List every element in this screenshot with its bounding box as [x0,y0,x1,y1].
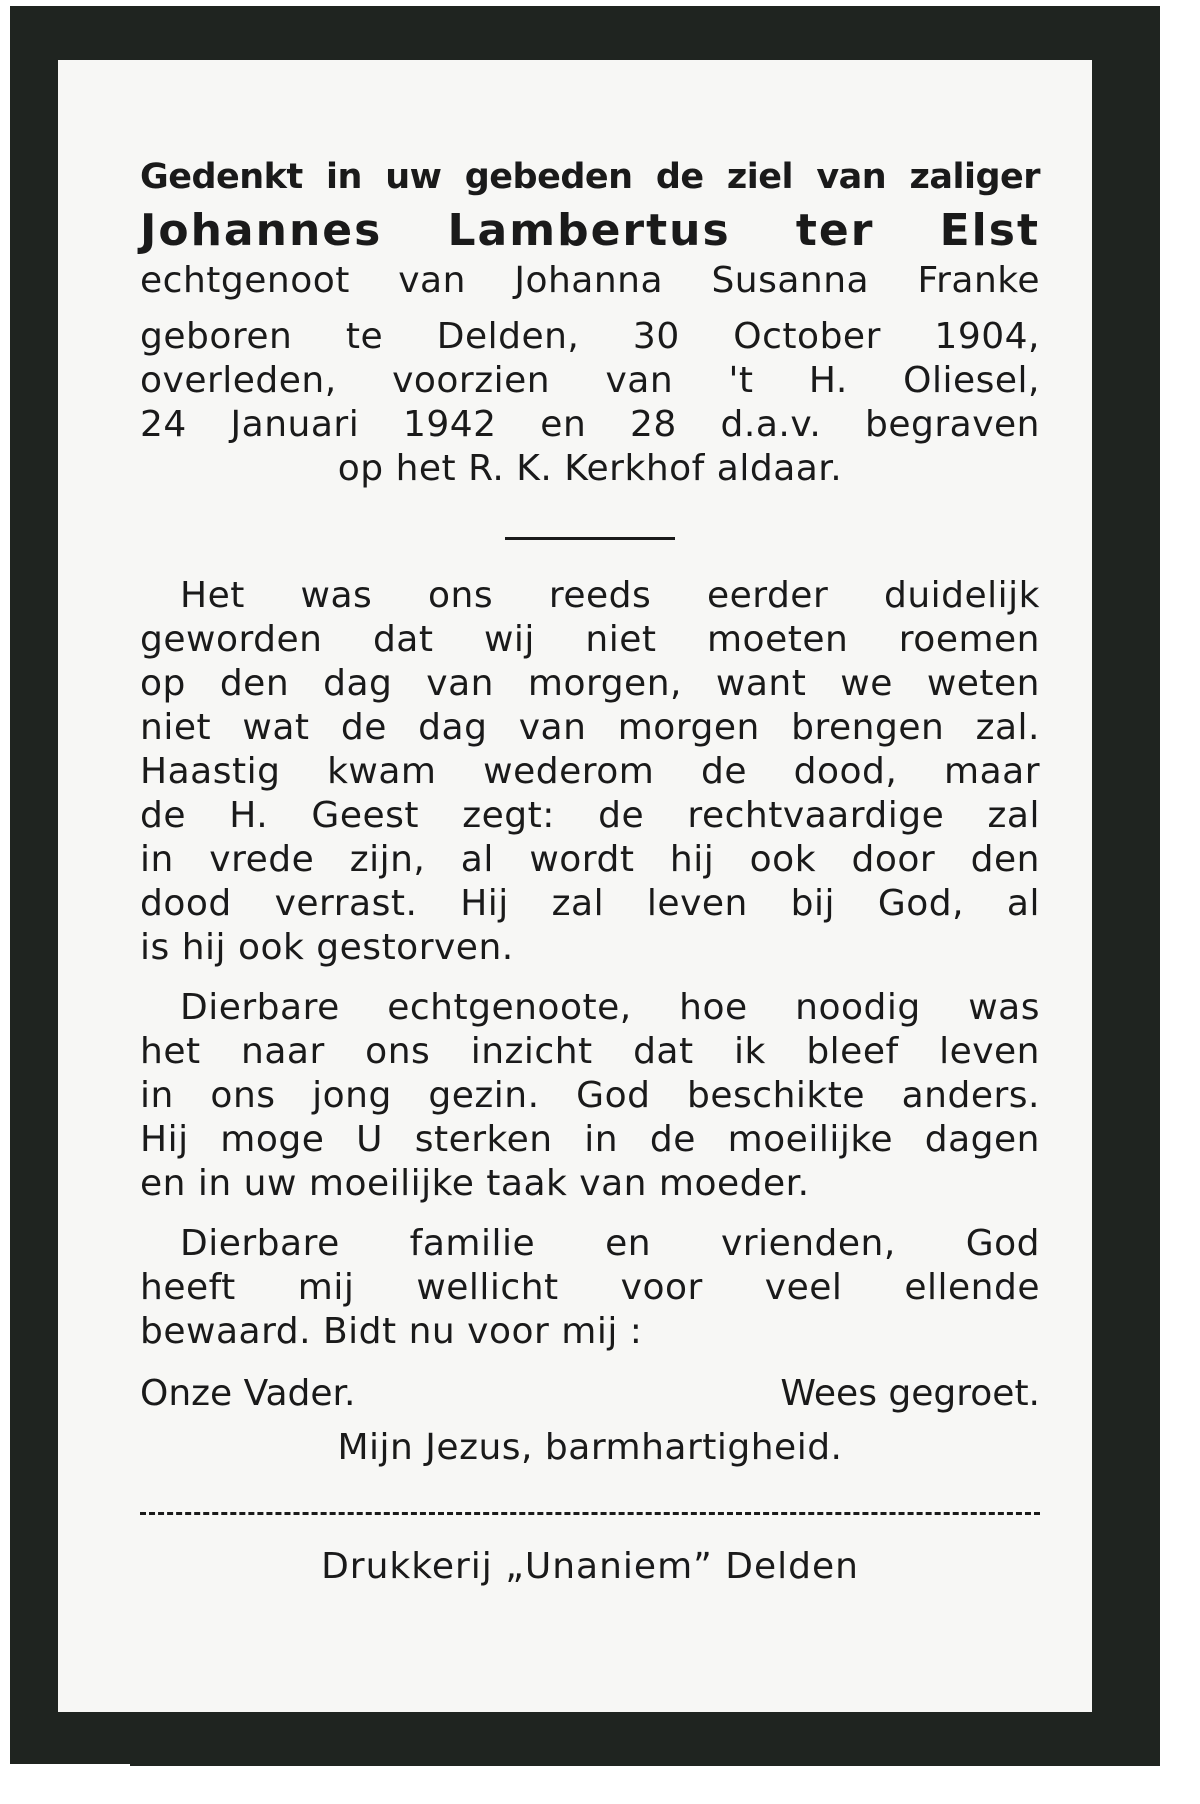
spouse-line: echtgenoot van Johanna Susanna Franke [140,260,1040,301]
paragraph-line: geworden dat wij niet moeten roemen [140,619,1040,660]
paragraph-line: is hij ook gestorven. [140,927,514,968]
paragraph-line: in vrede zijn, al wordt hij ook door den [140,839,1040,880]
paragraph-line: Hij moge U sterken in de moeilijke dagen [140,1119,1040,1160]
paragraph-line: Het was ons reeds eerder duidelijk [180,575,1040,616]
paragraph-line: Dierbare familie en vrienden, God [180,1223,1040,1264]
paragraph-2 [140,986,1040,1206]
paragraph-line: bewaard. Bidt nu voor mij : [140,1311,643,1352]
paragraph-line: niet wat de dag van morgen brengen zal. [140,707,1040,748]
prayer-hail-mary: Wees gegroet. [780,1373,1040,1414]
dashed-divider [140,1512,1040,1515]
prayer-our-father: Onze Vader. [140,1373,356,1414]
paragraph-line: het naar ons inzicht dat ik bleef leven [140,1031,1040,1072]
prayer-row [140,1372,1040,1416]
paragraph-line: Haastig kwam wederom de dood, maar [140,751,1040,792]
printer-credit: Drukkerij „Unaniem” Delden [321,1546,859,1587]
cemetery-line: op het R. K. Kerkhof aldaar. [337,448,843,489]
deceased-name: Johannes Lambertus ter Elst [140,205,1040,256]
burial-line: 24 Januari 1942 en 28 d.a.v. begraven [140,404,1040,445]
birth-line: geboren te Delden, 30 October 1904, [140,316,1040,357]
paragraph-line: dood verrast. Hij zal leven bij God, al [140,883,1040,924]
card-content [140,155,1040,1589]
paragraph-line: de H. Geest zegt: de rechtvaardige zal [140,795,1040,836]
paragraph-line: heeft mij wellicht voor veel ellende [140,1267,1040,1308]
paragraph-line: Dierbare echtgenoote, hoe noodig was [180,987,1040,1028]
divider-rule [505,537,675,540]
paragraph-3 [140,1222,1040,1354]
paragraph-line: in ons jong gezin. God beschikte anders. [140,1075,1040,1116]
prayer-mercy: Mijn Jezus, barmhartigheid. [337,1427,843,1468]
border-shadow [130,1726,1160,1766]
paragraph-line: en in uw moeilijke taak van moeder. [140,1163,810,1204]
paragraph-1 [140,574,1040,970]
intro-line: Gedenkt in uw gebeden de ziel van zaliger [140,157,1040,197]
death-line: overleden, voorzien van 't H. Oliesel, [140,360,1040,401]
paragraph-line: op den dag van morgen, want we weten [140,663,1040,704]
